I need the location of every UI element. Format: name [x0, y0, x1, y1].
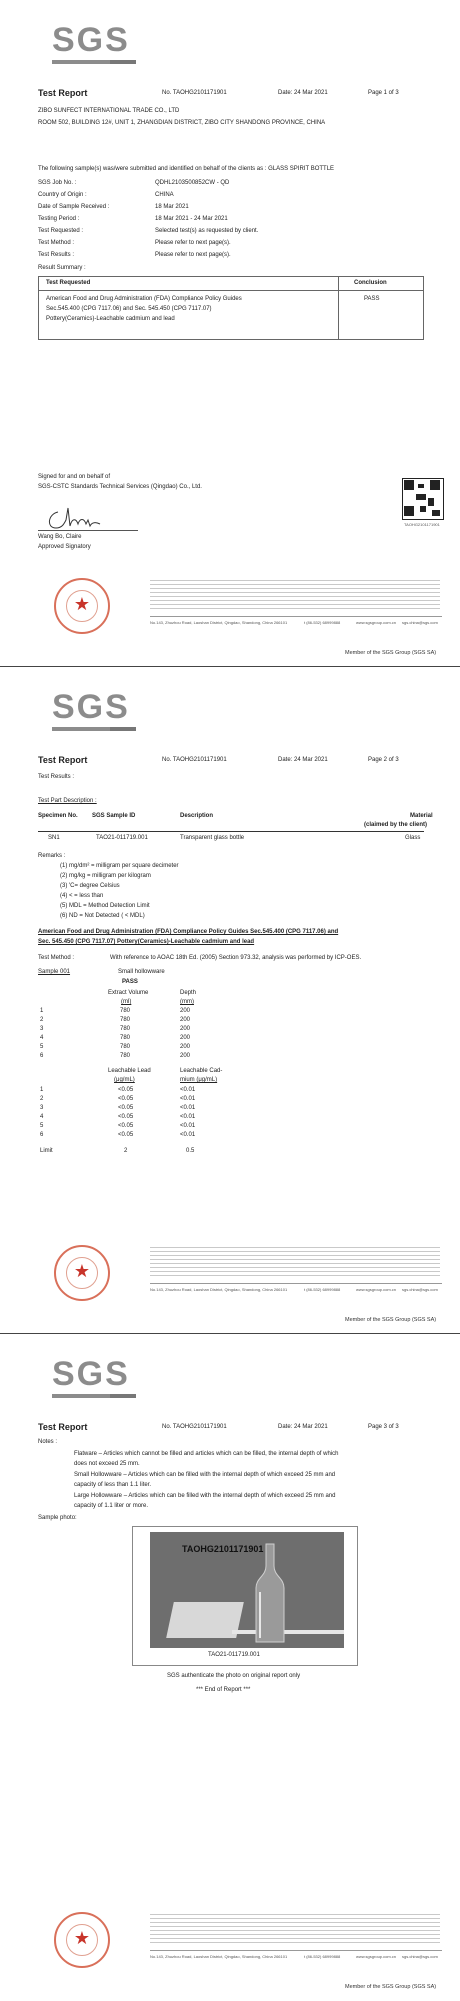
- col-depth: Depth: [180, 990, 197, 996]
- row-number: 4: [40, 1035, 44, 1041]
- qr-caption: TAOHG2101171901: [404, 522, 440, 527]
- signer-name: Wang Bo, Claire: [38, 534, 82, 540]
- footer-member: Member of the SGS Group (SGS SA): [345, 1984, 437, 1990]
- lead-cell: <0.05: [118, 1132, 134, 1138]
- field-label: Test Method :: [38, 240, 75, 246]
- row-number: 5: [40, 1123, 44, 1129]
- sgs-logo: SGS: [52, 20, 136, 60]
- result-summary-label: Result Summary :: [38, 265, 86, 271]
- footer-tel: t (86-532) 68999888: [304, 1954, 341, 1959]
- photo-caption: TAO21-011719.001: [208, 1652, 260, 1658]
- note-line: capacity of 1.1 liter or more.: [74, 1503, 149, 1509]
- report-title: Test Report: [38, 755, 88, 765]
- volume-cell: 780: [120, 1044, 131, 1050]
- page-number: Page 2 of 3: [368, 757, 399, 763]
- footer-address: No.143, Zhuzhou Road, Laoshan District, Qingdao, Shandong, China 266101: [150, 1954, 288, 1959]
- footer-member: Member of the SGS Group (SGS SA): [345, 650, 437, 656]
- specimen-description: Transparent glass bottle: [180, 835, 245, 841]
- disclaimer-text-block: [150, 580, 440, 612]
- cadmium-cell: <0.01: [180, 1123, 196, 1129]
- report-title: Test Report: [38, 1422, 88, 1432]
- field-value: QDHL2103500852CW - QD: [155, 180, 230, 186]
- specimen-sgs-id: TAO21-011719.001: [96, 835, 148, 841]
- sample-result: PASS: [122, 979, 138, 985]
- col-leachable-lead: Leachable Lead: [108, 1068, 151, 1074]
- field-value: Selected test(s) as requested by client.: [155, 228, 259, 234]
- row-number: 2: [40, 1017, 44, 1023]
- limit-lead: 2: [124, 1148, 128, 1154]
- summary-row-line: American Food and Drug Administration (FDA) Compliance Policy Guides: [46, 296, 242, 302]
- test-part-description-label: Test Part Description :: [38, 798, 97, 804]
- report-date: Date: 24 Mar 2021: [278, 757, 328, 763]
- footer-tel: t (86-532) 68999888: [304, 1287, 341, 1292]
- summary-row-line: Pottery(Ceramics)-Leachable cadmium and lead: [46, 316, 175, 322]
- report-date: Date: 24 Mar 2021: [278, 1424, 328, 1430]
- sgs-seal-stamp: ★: [54, 1912, 110, 1968]
- sgs-logo: SGS: [52, 1354, 136, 1394]
- remark-item: (4) < = less than: [60, 893, 104, 899]
- volume-cell: 780: [120, 1008, 131, 1014]
- row-number: 6: [40, 1053, 44, 1059]
- signed-line-1: Signed for and on behalf of: [38, 474, 111, 480]
- col-sgs-sample-id: SGS Sample ID: [92, 813, 136, 819]
- sample-label: Sample 001: [38, 969, 71, 975]
- signature-image: [44, 504, 114, 532]
- lead-cell: <0.05: [118, 1087, 134, 1093]
- field-label: Country of Origin :: [38, 192, 87, 198]
- row-number: 6: [40, 1132, 44, 1138]
- note-line: Small Hollowware – Articles which can be filled with the internal depth of which exceed 25 mm and: [74, 1472, 336, 1478]
- col-extract-volume: Extract Volume: [108, 990, 149, 996]
- end-of-report: *** End of Report ***: [196, 1687, 251, 1693]
- footer-address: No.143, Zhuzhou Road, Laoshan District, Qingdao, Shandong, China 266101: [150, 620, 288, 625]
- row-number: 4: [40, 1114, 44, 1120]
- col-material-note: (claimed by the client): [364, 822, 428, 828]
- field-label: SGS Job No. :: [38, 180, 77, 186]
- report-page-2: [0, 667, 460, 1334]
- footer-email: sgs.china@sgs.com: [402, 1287, 438, 1292]
- row-number: 3: [40, 1026, 44, 1032]
- row-number: 1: [40, 1008, 44, 1014]
- footer-web: www.sgsgroup.com.cn: [356, 1287, 397, 1292]
- bottle-illustration: [250, 1542, 290, 1644]
- client-address: ROOM 502, BUILDING 12#, UNIT 1, ZHANGDIAN DISTRICT, ZIBO CITY SHANDONG PROVINCE, CHINA: [38, 120, 326, 126]
- remark-item: (5) MDL = Method Detection Limit: [60, 903, 150, 909]
- footer-member: Member of the SGS Group (SGS SA): [345, 1317, 437, 1323]
- field-value: Please refer to next page(s).: [155, 252, 231, 258]
- footer-address: No.143, Zhuzhou Road, Laoshan District, Qingdao, Shandong, China 266101: [150, 1287, 288, 1292]
- footer-tel: t (86-532) 68999888: [304, 620, 341, 625]
- sgs-seal-stamp: ★: [54, 1245, 110, 1301]
- col-test-requested: Test Requested: [46, 280, 91, 286]
- col-depth-unit: (mm): [180, 999, 194, 1005]
- page-number: Page 3 of 3: [368, 1424, 399, 1430]
- footer-web: www.sgsgroup.com.cn: [356, 1954, 397, 1959]
- col-leachable-cadmium: Leachable Cad-: [180, 1068, 223, 1074]
- sample-intro: The following sample(s) was/were submitted and identified on behalf of the clients as : GLASS SPIRIT BOTTLE: [38, 166, 335, 172]
- lead-cell: <0.05: [118, 1123, 134, 1129]
- footer-web: www.sgsgroup.com.cn: [356, 620, 397, 625]
- cadmium-cell: <0.01: [180, 1114, 196, 1120]
- client-name: ZIBO SUNFECT INTERNATIONAL TRADE CO., LTD: [38, 108, 180, 114]
- col-leachable-lead-unit: (μg/mL): [114, 1077, 135, 1083]
- field-label: Date of Sample Received :: [38, 204, 110, 210]
- field-label: Test Requested :: [38, 228, 84, 234]
- lead-cell: <0.05: [118, 1105, 134, 1111]
- depth-cell: 200: [180, 1008, 191, 1014]
- fda-standard-line-2: Sec. 545.450 (CPG 7117.07) Pottery(Ceramics)-Leachable cadmium and lead: [38, 939, 255, 945]
- sample-photo-label: Sample photo:: [38, 1515, 77, 1521]
- lead-cell: <0.05: [118, 1114, 134, 1120]
- remarks-label: Remarks :: [38, 853, 66, 859]
- disclaimer-text-block: [150, 1247, 440, 1279]
- note-line: capacity of less than 1.1 liter.: [74, 1482, 152, 1488]
- report-title: Test Report: [38, 88, 88, 98]
- disclaimer-text-block: [150, 1914, 440, 1946]
- col-conclusion: Conclusion: [354, 280, 387, 286]
- test-method-text: With reference to AOAC 18th Ed. (2005) Section 973.32, analysis was performed by ICP-OES.: [110, 955, 362, 961]
- field-value: 18 Mar 2021: [155, 204, 189, 210]
- signed-line-2: SGS-CSTC Standards Technical Services (Qingdao) Co., Ltd.: [38, 484, 202, 490]
- report-number: No. TAOHG2101171901: [162, 90, 227, 96]
- report-page-1: [0, 0, 460, 667]
- cadmium-cell: <0.01: [180, 1132, 196, 1138]
- volume-cell: 780: [120, 1017, 131, 1023]
- remark-item: (1) mg/dm² = milligram per square decimeter: [60, 863, 179, 869]
- cadmium-cell: <0.01: [180, 1096, 196, 1102]
- col-specimen-no: Specimen No.: [38, 813, 78, 819]
- report-page-3: [0, 1334, 460, 2001]
- col-material: Material: [410, 813, 433, 819]
- lead-cell: <0.05: [118, 1096, 134, 1102]
- field-value: Please refer to next page(s).: [155, 240, 231, 246]
- remark-item: (2) mg/kg = milligram per kilogram: [60, 873, 151, 879]
- field-value: CHINA: [155, 192, 174, 198]
- col-leachable-cadmium-unit: mium (μg/mL): [180, 1077, 218, 1083]
- specimen-material: Glass: [405, 835, 421, 841]
- col-extract-volume-unit: (ml): [121, 999, 132, 1005]
- footer-email: sgs.china@sgs.com: [402, 620, 438, 625]
- photo-overlay-report-no: TAOHG2101171901: [182, 1544, 264, 1554]
- row-number: 2: [40, 1096, 44, 1102]
- cadmium-cell: <0.01: [180, 1105, 196, 1111]
- depth-cell: 200: [180, 1053, 191, 1059]
- fda-standard-line-1: American Food and Drug Administration (FDA) Compliance Policy Guides Sec.545.400 (CPG 7117.06) and: [38, 929, 339, 935]
- remark-item: (3) ′C= degree Celsius: [60, 883, 120, 889]
- notes-label: Notes :: [38, 1439, 58, 1445]
- sgs-seal-stamp: ★: [54, 578, 110, 634]
- row-number: 1: [40, 1087, 44, 1093]
- photo-authentication-note: SGS authenticate the photo on original report only: [167, 1673, 301, 1679]
- report-number: No. TAOHG2101171901: [162, 757, 227, 763]
- note-line: Flatware – Articles which cannot be filled and articles which can be filled, the internal depth of which: [74, 1451, 339, 1457]
- row-number: 5: [40, 1044, 44, 1050]
- test-results-label: Test Results :: [38, 774, 75, 780]
- col-description: Description: [180, 813, 214, 819]
- sample-type: Small hollowware: [118, 969, 165, 975]
- field-value: 18 Mar 2021 - 24 Mar 2021: [155, 216, 228, 222]
- limit-cadmium: 0.5: [186, 1148, 195, 1154]
- footer-email: sgs.china@sgs.com: [402, 1954, 438, 1959]
- field-label: Test Results :: [38, 252, 75, 258]
- volume-cell: 780: [120, 1035, 131, 1041]
- depth-cell: 200: [180, 1035, 191, 1041]
- summary-conclusion: PASS: [364, 296, 380, 302]
- depth-cell: 200: [180, 1026, 191, 1032]
- note-line: Large Hollowware – Articles which can be filled with the internal depth of which exceed 25 mm and: [74, 1493, 336, 1499]
- volume-cell: 780: [120, 1053, 131, 1059]
- signer-title: Approved Signatory: [38, 544, 91, 550]
- specimen-no: SN1: [48, 835, 60, 841]
- page-number: Page 1 of 3: [368, 90, 399, 96]
- depth-cell: 200: [180, 1017, 191, 1023]
- depth-cell: 200: [180, 1044, 191, 1050]
- note-line: does not exceed 25 mm.: [74, 1461, 140, 1467]
- test-method-label: Test Method :: [38, 955, 75, 961]
- limit-label: Limit: [40, 1148, 53, 1154]
- cadmium-cell: <0.01: [180, 1087, 196, 1093]
- volume-cell: 780: [120, 1026, 131, 1032]
- report-date: Date: 24 Mar 2021: [278, 90, 328, 96]
- summary-row-line: Sec.545.400 (CPG 7117.06) and Sec. 545.450 (CPG 7117.07): [46, 306, 212, 312]
- report-number: No. TAOHG2101171901: [162, 1424, 227, 1430]
- field-label: Testing Period :: [38, 216, 80, 222]
- row-number: 3: [40, 1105, 44, 1111]
- sgs-logo: SGS: [52, 687, 136, 727]
- remark-item: (6) ND = Not Detected ( < MDL): [60, 913, 145, 919]
